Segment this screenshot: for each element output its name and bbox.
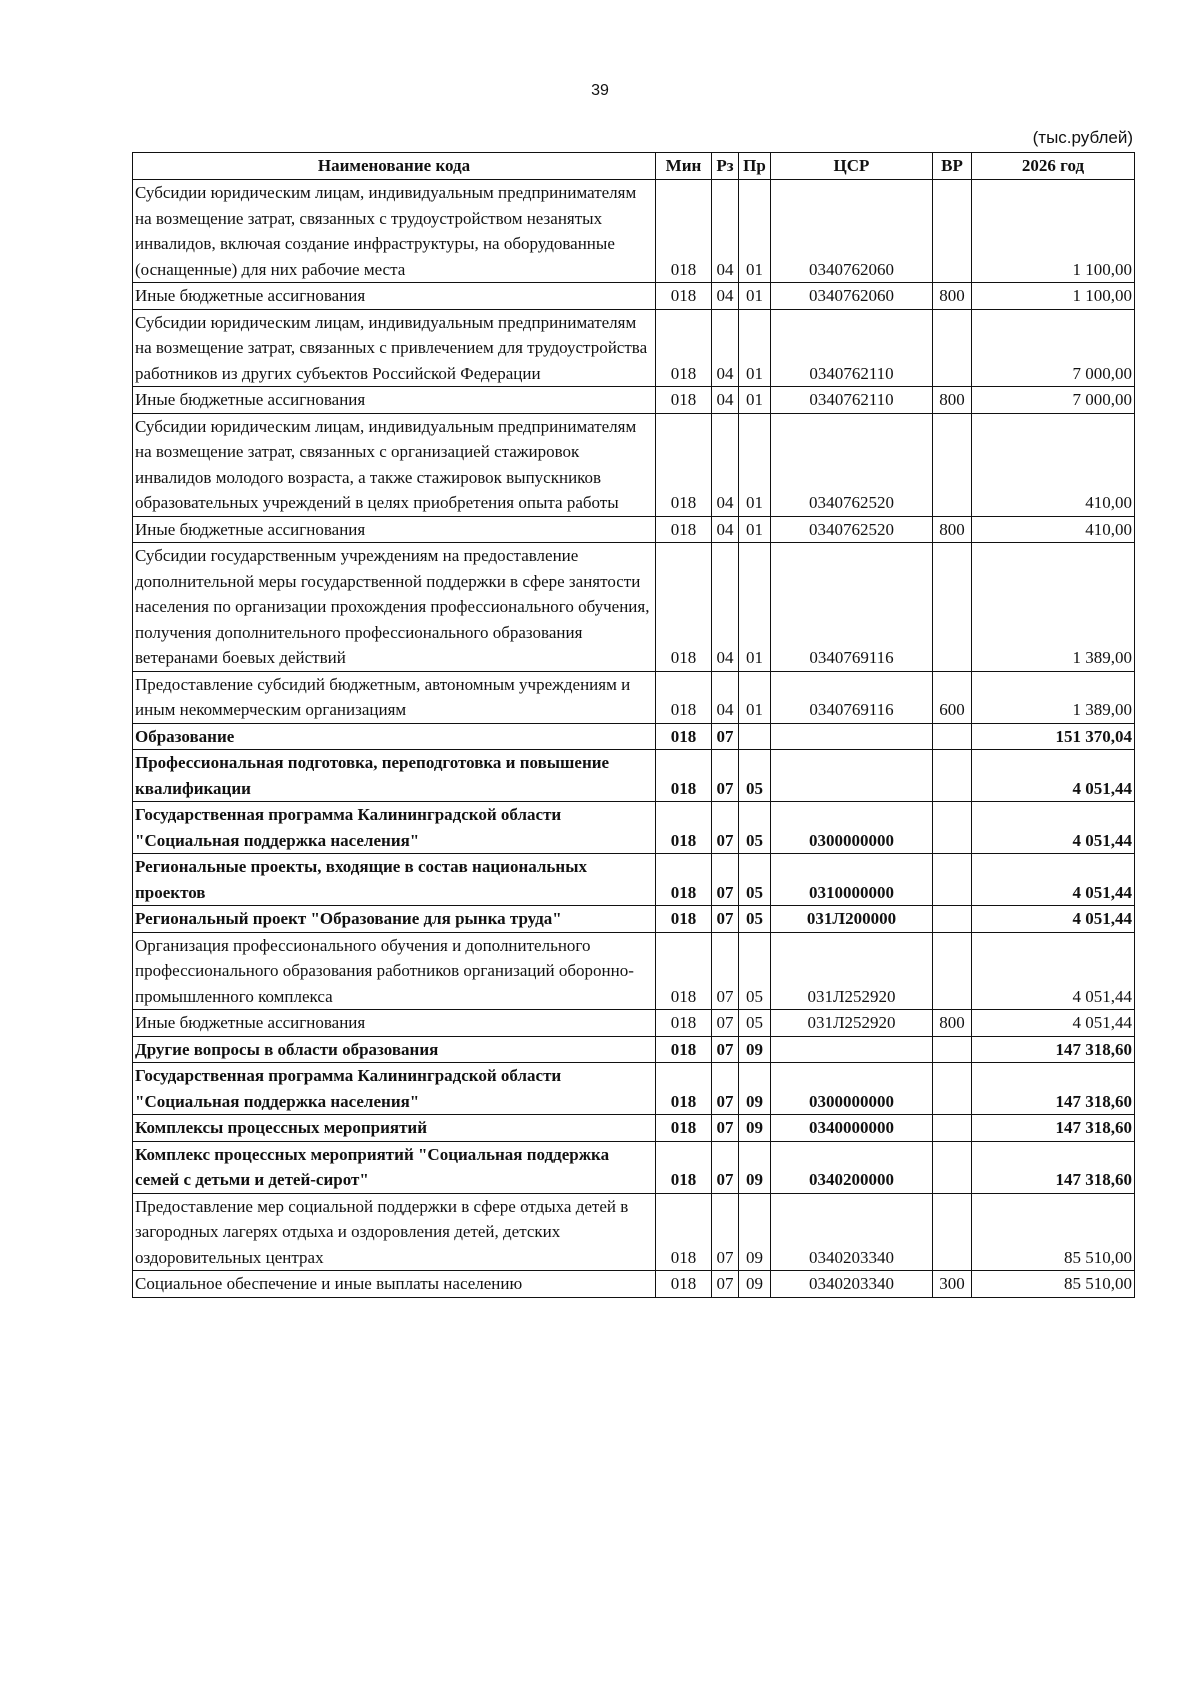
budget-table: [132, 152, 1135, 1298]
cell-rz: 07: [712, 1036, 739, 1063]
cell-pr: 09: [739, 1063, 771, 1115]
cell-min: 018: [656, 723, 712, 750]
cell-csr: 0340203340: [771, 1271, 933, 1298]
cell-name: Иные бюджетные ассигнования: [133, 283, 656, 310]
cell-min: 018: [656, 516, 712, 543]
cell-pr: 01: [739, 309, 771, 387]
cell-amount: 4 051,44: [972, 750, 1135, 802]
cell-pr: 05: [739, 750, 771, 802]
cell-min: 018: [656, 180, 712, 283]
cell-csr: [771, 1036, 933, 1063]
cell-csr: 0340762110: [771, 387, 933, 414]
cell-pr: 01: [739, 180, 771, 283]
page-number: 39: [591, 82, 609, 99]
cell-amount: 1 389,00: [972, 671, 1135, 723]
cell-name: Региональный проект "Образование для рынка труда": [133, 906, 656, 933]
cell-pr: 09: [739, 1193, 771, 1271]
cell-vr: [933, 723, 972, 750]
table-row: [133, 180, 1135, 283]
cell-min: 018: [656, 1063, 712, 1115]
cell-vr: [933, 854, 972, 906]
cell-min: 018: [656, 543, 712, 672]
cell-csr: 0340762060: [771, 180, 933, 283]
cell-amount: 410,00: [972, 516, 1135, 543]
cell-csr: 0300000000: [771, 1063, 933, 1115]
cell-name: Субсидии юридическим лицам, индивидуальным предпринимателям на возмещение затрат, связанных с привлечением для трудоустройства работников из других субъектов Российской Федерации: [133, 309, 656, 387]
cell-vr: [933, 309, 972, 387]
cell-csr: [771, 723, 933, 750]
cell-rz: 07: [712, 1271, 739, 1298]
cell-name: Организация профессионального обучения и дополнительного профессионального образования работников организаций оборонно-промышленного комплекса: [133, 932, 656, 1010]
cell-name: Субсидии государственным учреждениям на предоставление дополнительной меры государственной поддержки в сфере занятости населения по организации прохождения профессионального обучения, получения дополнительного профессионального образования ветеранами боевых действий: [133, 543, 656, 672]
cell-name: Субсидии юридическим лицам, индивидуальным предпринимателям на возмещение затрат, связанных с трудоустройством незанятых инвалидов, включая создание инфраструктуры, на оборудованные (оснащенные) для них рабочие места: [133, 180, 656, 283]
cell-rz: 07: [712, 1063, 739, 1115]
cell-name: Иные бюджетные ассигнования: [133, 387, 656, 414]
table-row: [133, 750, 1135, 802]
header-vr: ВР: [933, 153, 972, 180]
table-row: [133, 283, 1135, 310]
cell-amount: 147 318,60: [972, 1036, 1135, 1063]
units-label: (тыс.рублей): [1032, 128, 1133, 147]
cell-amount: 85 510,00: [972, 1193, 1135, 1271]
cell-amount: 4 051,44: [972, 1010, 1135, 1037]
cell-name: Образование: [133, 723, 656, 750]
cell-vr: [933, 1193, 972, 1271]
cell-name: Социальное обеспечение и иные выплаты населению: [133, 1271, 656, 1298]
cell-amount: 4 051,44: [972, 854, 1135, 906]
cell-amount: 147 318,60: [972, 1063, 1135, 1115]
cell-pr: 09: [739, 1271, 771, 1298]
cell-vr: 600: [933, 671, 972, 723]
table-row: [133, 1271, 1135, 1298]
cell-rz: 07: [712, 906, 739, 933]
table-header-row: [133, 153, 1135, 180]
cell-min: 018: [656, 283, 712, 310]
cell-csr: 0340200000: [771, 1141, 933, 1193]
cell-pr: 01: [739, 387, 771, 414]
cell-csr: 0310000000: [771, 854, 933, 906]
cell-min: 018: [656, 1271, 712, 1298]
cell-rz: 07: [712, 854, 739, 906]
cell-name: Государственная программа Калининградской области "Социальная поддержка населения": [133, 802, 656, 854]
cell-vr: [933, 1036, 972, 1063]
header-name: Наименование кода: [133, 153, 656, 180]
header-csr: ЦСР: [771, 153, 933, 180]
cell-name: Профессиональная подготовка, переподготовка и повышение квалификации: [133, 750, 656, 802]
table-row: [133, 671, 1135, 723]
cell-rz: 07: [712, 802, 739, 854]
cell-rz: 07: [712, 1193, 739, 1271]
cell-pr: 01: [739, 283, 771, 310]
cell-rz: 07: [712, 1141, 739, 1193]
cell-min: 018: [656, 1193, 712, 1271]
cell-vr: [933, 180, 972, 283]
cell-pr: 01: [739, 671, 771, 723]
cell-amount: 147 318,60: [972, 1115, 1135, 1142]
cell-csr: 031Л252920: [771, 1010, 933, 1037]
cell-vr: [933, 750, 972, 802]
cell-min: 018: [656, 802, 712, 854]
cell-vr: 800: [933, 516, 972, 543]
cell-name: Предоставление субсидий бюджетным, автономным учреждениям и иным некоммерческим организациям: [133, 671, 656, 723]
cell-rz: 04: [712, 309, 739, 387]
cell-csr: 031Л252920: [771, 932, 933, 1010]
cell-pr: 09: [739, 1141, 771, 1193]
table-row: [133, 413, 1135, 516]
cell-amount: 7 000,00: [972, 387, 1135, 414]
cell-min: 018: [656, 413, 712, 516]
cell-csr: [771, 750, 933, 802]
cell-vr: 800: [933, 1010, 972, 1037]
cell-rz: 04: [712, 516, 739, 543]
table-row: [133, 1063, 1135, 1115]
cell-min: 018: [656, 1115, 712, 1142]
cell-pr: 05: [739, 854, 771, 906]
cell-rz: 07: [712, 723, 739, 750]
cell-csr: 0340203340: [771, 1193, 933, 1271]
cell-csr: 0340000000: [771, 1115, 933, 1142]
table-row: [133, 543, 1135, 672]
header-min: Мин: [656, 153, 712, 180]
cell-name: Региональные проекты, входящие в состав национальных проектов: [133, 854, 656, 906]
header-rz: Рз: [712, 153, 739, 180]
cell-amount: 151 370,04: [972, 723, 1135, 750]
header-year: 2026 год: [972, 153, 1135, 180]
table-body: [133, 180, 1135, 1298]
cell-pr: 05: [739, 1010, 771, 1037]
cell-vr: [933, 413, 972, 516]
table-row: [133, 309, 1135, 387]
cell-csr: 031Л200000: [771, 906, 933, 933]
cell-pr: 01: [739, 413, 771, 516]
cell-name: Государственная программа Калининградской области "Социальная поддержка населения": [133, 1063, 656, 1115]
cell-name: Комплексы процессных мероприятий: [133, 1115, 656, 1142]
cell-rz: 04: [712, 671, 739, 723]
cell-name: Субсидии юридическим лицам, индивидуальным предпринимателям на возмещение затрат, связанных с организацией стажировок инвалидов молодого возраста, а также стажировок выпускников образовательных учреждений в целях приобретения опыта работы: [133, 413, 656, 516]
cell-pr: 01: [739, 516, 771, 543]
table-row: [133, 802, 1135, 854]
cell-pr: 05: [739, 932, 771, 1010]
cell-amount: 4 051,44: [972, 802, 1135, 854]
cell-min: 018: [656, 854, 712, 906]
cell-amount: 1 100,00: [972, 180, 1135, 283]
table-row: [133, 387, 1135, 414]
table-row: [133, 1115, 1135, 1142]
table-row: [133, 1010, 1135, 1037]
cell-amount: 1 100,00: [972, 283, 1135, 310]
cell-csr: 0340762520: [771, 516, 933, 543]
cell-min: 018: [656, 1141, 712, 1193]
cell-name: Комплекс процессных мероприятий "Социальная поддержка семей с детьми и детей-сирот": [133, 1141, 656, 1193]
cell-vr: [933, 1115, 972, 1142]
cell-min: 018: [656, 671, 712, 723]
cell-amount: 4 051,44: [972, 932, 1135, 1010]
cell-vr: [933, 906, 972, 933]
cell-rz: 07: [712, 1115, 739, 1142]
cell-vr: 800: [933, 283, 972, 310]
cell-name: Иные бюджетные ассигнования: [133, 516, 656, 543]
cell-vr: [933, 932, 972, 1010]
cell-amount: 85 510,00: [972, 1271, 1135, 1298]
cell-rz: 04: [712, 387, 739, 414]
cell-min: 018: [656, 387, 712, 414]
cell-rz: 07: [712, 1010, 739, 1037]
header-pr: Пр: [739, 153, 771, 180]
cell-pr: 05: [739, 802, 771, 854]
cell-csr: 0340769116: [771, 671, 933, 723]
cell-amount: 410,00: [972, 413, 1135, 516]
cell-min: 018: [656, 750, 712, 802]
cell-amount: 1 389,00: [972, 543, 1135, 672]
table-row: [133, 854, 1135, 906]
cell-pr: 05: [739, 906, 771, 933]
cell-min: 018: [656, 309, 712, 387]
cell-name: Иные бюджетные ассигнования: [133, 1010, 656, 1037]
cell-csr: 0340769116: [771, 543, 933, 672]
cell-vr: 300: [933, 1271, 972, 1298]
cell-csr: 0340762060: [771, 283, 933, 310]
table-row: [133, 723, 1135, 750]
cell-vr: [933, 1141, 972, 1193]
cell-pr: [739, 723, 771, 750]
cell-name: Другие вопросы в области образования: [133, 1036, 656, 1063]
cell-min: 018: [656, 906, 712, 933]
cell-min: 018: [656, 932, 712, 1010]
table-row: [133, 1193, 1135, 1271]
cell-amount: 7 000,00: [972, 309, 1135, 387]
cell-pr: 09: [739, 1036, 771, 1063]
table-row: [133, 1141, 1135, 1193]
table-row: [133, 906, 1135, 933]
table-row: [133, 516, 1135, 543]
cell-min: 018: [656, 1036, 712, 1063]
cell-pr: 01: [739, 543, 771, 672]
cell-vr: [933, 543, 972, 672]
cell-amount: 147 318,60: [972, 1141, 1135, 1193]
table-row: [133, 1036, 1135, 1063]
table-row: [133, 932, 1135, 1010]
cell-rz: 04: [712, 543, 739, 672]
cell-vr: [933, 1063, 972, 1115]
cell-csr: 0300000000: [771, 802, 933, 854]
cell-name: Предоставление мер социальной поддержки в сфере отдыха детей в загородных лагерях отдыха и оздоровления детей, детских оздоровительных центрах: [133, 1193, 656, 1271]
cell-rz: 07: [712, 932, 739, 1010]
cell-rz: 04: [712, 283, 739, 310]
cell-vr: 800: [933, 387, 972, 414]
cell-amount: 4 051,44: [972, 906, 1135, 933]
cell-vr: [933, 802, 972, 854]
cell-rz: 04: [712, 413, 739, 516]
cell-pr: 09: [739, 1115, 771, 1142]
cell-min: 018: [656, 1010, 712, 1037]
cell-rz: 04: [712, 180, 739, 283]
cell-rz: 07: [712, 750, 739, 802]
cell-csr: 0340762520: [771, 413, 933, 516]
cell-csr: 0340762110: [771, 309, 933, 387]
